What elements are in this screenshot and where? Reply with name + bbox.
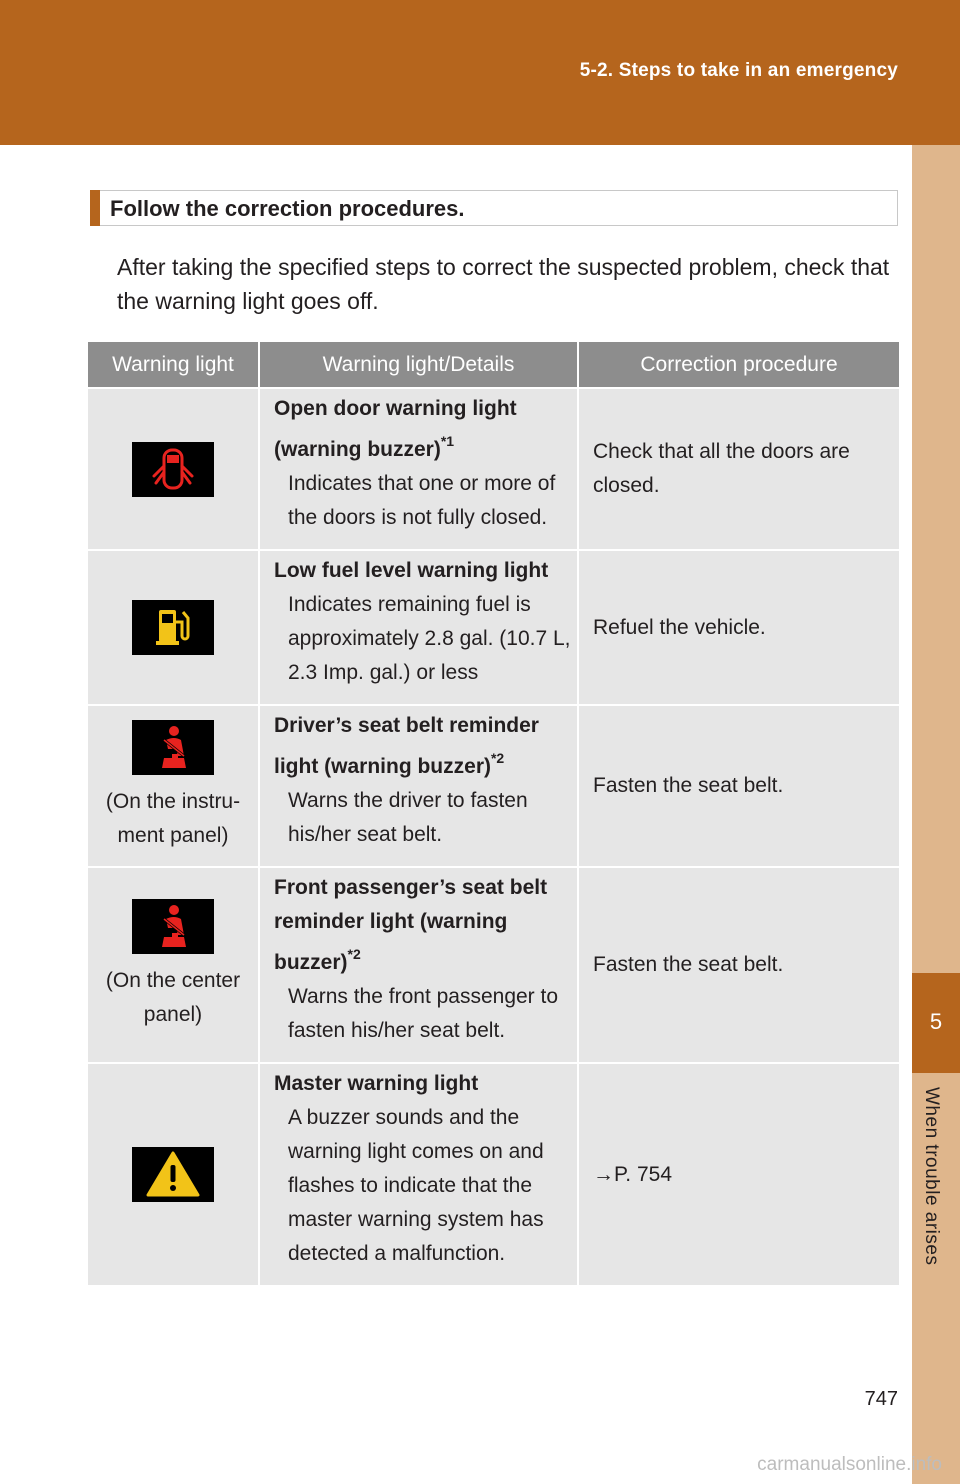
- table-row: [88, 388, 899, 550]
- chapter-name: When trouble arises: [921, 1087, 942, 1266]
- warning-details: Warns the driver to fasten his/her seat belt.: [288, 789, 528, 846]
- page-number: 747: [864, 1388, 898, 1410]
- details-cell: [259, 388, 578, 550]
- warning-title: Front passenger’s seat belt reminder light (warning buzzer)$^{*2}$: [274, 876, 548, 974]
- details-cell: [259, 550, 578, 705]
- panel-location: (On the instru-ment panel): [105, 789, 241, 847]
- column-header: Warning light/Details: [259, 342, 578, 388]
- heading-text: Follow the correction procedures.: [110, 196, 465, 221]
- correction-cell: Fasten the seat belt.: [578, 867, 899, 1063]
- warning-details: Indicates that one or more of the doors is not fully closed.: [288, 472, 556, 529]
- warning-details: Warns the front passenger to fasten his/her seat belt.: [288, 985, 559, 1042]
- table-row: [88, 705, 899, 867]
- column-header: Warning light: [88, 342, 259, 388]
- door-open-icon: [132, 442, 214, 497]
- warning-light-cell: [88, 388, 259, 550]
- correction-cell: Refuel the vehicle.: [578, 550, 899, 705]
- chapter-number: 5: [929, 1009, 943, 1034]
- warning-light-cell: [88, 705, 259, 867]
- section-title: 5-2. Steps to take in an emergency: [579, 60, 898, 81]
- warning-triangle-icon: [132, 1147, 214, 1202]
- seat-belt-icon: [132, 899, 214, 954]
- warning-title: Low fuel level warning light: [274, 559, 549, 582]
- warning-details: A buzzer sounds and the warning light comes on and flashes to indicate that the master warning system has detected a malfunction.: [288, 1106, 544, 1265]
- details-cell: [259, 867, 578, 1063]
- warning-details: Indicates remaining fuel is approximately 2.8 gal. (10.7 L, 2.3 Imp. gal.) or less: [288, 593, 571, 684]
- warning-light-cell: [88, 1063, 259, 1285]
- warning-light-cell: [88, 550, 259, 705]
- warning-title: Driver’s seat belt reminder light (warning buzzer)$^{*2}$: [274, 714, 539, 778]
- panel-location: (On the center panel): [105, 968, 241, 1026]
- warning-title: Open door warning light (warning buzzer)$^{*1}$: [274, 397, 517, 461]
- section-heading: [90, 190, 898, 226]
- intro-paragraph: After taking the specified steps to correct the suspected problem, check that the warning light goes off.: [117, 254, 890, 314]
- table-row: [88, 550, 899, 705]
- correction-cell: Check that all the doors are closed.: [578, 388, 899, 550]
- footnote-mark: *2: [347, 946, 361, 962]
- details-cell: [259, 1063, 578, 1285]
- footnote-mark: *2: [490, 750, 505, 766]
- header-band: [0, 0, 960, 145]
- heading-accent: [90, 190, 100, 226]
- table-header-row: [88, 342, 899, 388]
- column-header: Correction procedure: [578, 342, 899, 388]
- table-row: [88, 1063, 899, 1285]
- warning-light-cell: [88, 867, 259, 1063]
- correction-cell: Fasten the seat belt.: [578, 705, 899, 867]
- fuel-pump-icon: [132, 600, 214, 655]
- watermark: carmanualsonline.info: [757, 1454, 942, 1475]
- footnote-mark: *1: [440, 433, 455, 449]
- details-cell: [259, 705, 578, 867]
- warning-light-table: [88, 342, 899, 1285]
- chapter-side-tab: [912, 145, 960, 1484]
- seat-belt-icon: [132, 720, 214, 775]
- table-row: [88, 867, 899, 1063]
- warning-title: Master warning light: [274, 1072, 479, 1095]
- correction-cell: →P. 754: [578, 1063, 899, 1285]
